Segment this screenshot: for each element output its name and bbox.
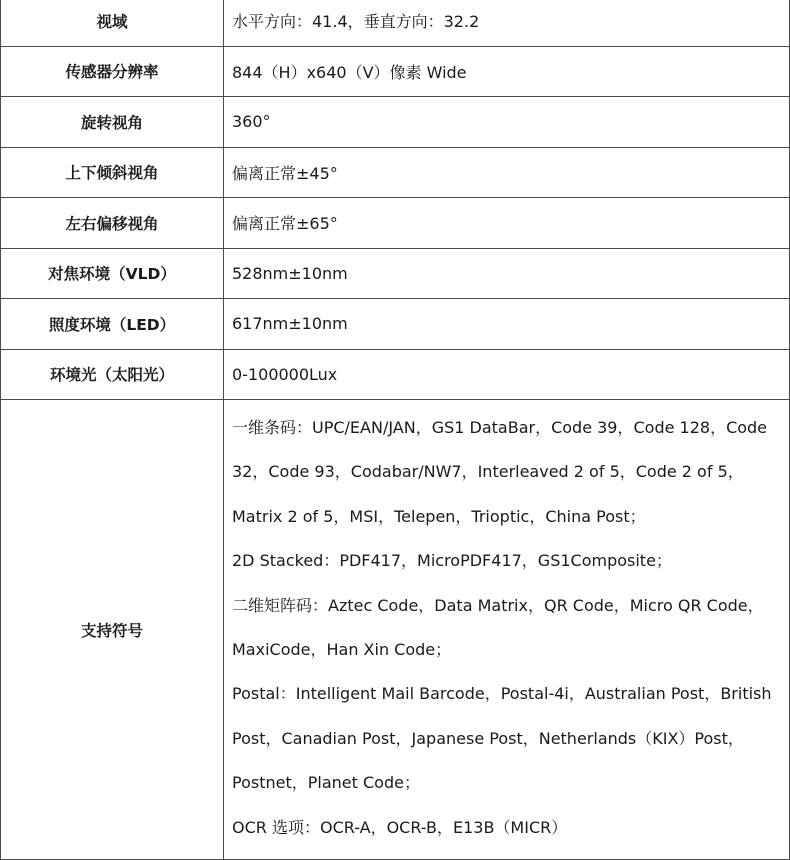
spec-label: 左右偏移视角 [1, 198, 224, 249]
spec-row-ambient-light [1, 349, 790, 400]
spec-row-rotation-angle [1, 97, 790, 148]
spec-label: 照度环境（LED） [1, 299, 224, 350]
spec-value: 偏离正常±65° [224, 198, 790, 249]
spec-value: 617nm±10nm [224, 299, 790, 350]
symbology-line: Matrix 2 of 5，MSI，Telepen，Trioptic，China Post； [232, 506, 646, 526]
spec-value: 360° [224, 97, 790, 148]
spec-label: 旋转视角 [1, 97, 224, 148]
spec-value: 偏离正常±45° [224, 147, 790, 198]
spec-value: 528nm±10nm [224, 248, 790, 299]
spec-row-pitch-angle [1, 147, 790, 198]
spec-label: 支持符号 [1, 400, 224, 860]
spec-value: 水平方向：41.4，垂直方向：32.2 [224, 0, 790, 46]
spec-row-field-of-view [1, 0, 790, 46]
symbology-line: Postal：Intelligent Mail Barcode，Postal-4i，Australian Post，British [232, 684, 772, 704]
spec-value: 844（H）x640（V）像素 Wide [224, 46, 790, 97]
spec-label: 环境光（太阳光） [1, 349, 224, 400]
symbology-line: Post，Canadian Post，Japanese Post，Netherlands（KIX）Post， [232, 728, 744, 748]
spec-label: 上下倾斜视角 [1, 147, 224, 198]
symbology-line: OCR 选项：OCR-A，OCR-B，E13B（MICR） [232, 817, 568, 837]
spec-label: 视域 [1, 0, 224, 46]
symbology-line: 32，Code 93，Codabar/NW7，Interleaved 2 of 5，Code 2 of 5， [232, 462, 744, 482]
spec-value: 0-100000Lux [224, 349, 790, 400]
spec-label: 传感器分辨率 [1, 46, 224, 97]
symbology-list [224, 400, 790, 860]
spec-row-illumination-led [1, 299, 790, 350]
spec-label: 对焦环境（VLD） [1, 248, 224, 299]
symbology-line: 2D Stacked：PDF417，MicroPDF417，GS1Composite； [232, 551, 672, 571]
spec-row-skew-angle [1, 198, 790, 249]
symbology-line: 一维条码：UPC/EAN/JAN，GS1 DataBar，Code 39，Code 128，Code [232, 418, 768, 437]
spec-row-sensor-resolution [1, 46, 790, 97]
spec-row-symbologies [1, 400, 790, 860]
symbology-line: 二维矩阵码：Aztec Code，Data Matrix，QR Code，Micro QR Code， [232, 595, 764, 615]
spec-row-focus-vld [1, 248, 790, 299]
symbology-line: Postnet，Planet Code； [232, 773, 420, 793]
symbology-line: MaxiCode，Han Xin Code； [232, 640, 452, 660]
